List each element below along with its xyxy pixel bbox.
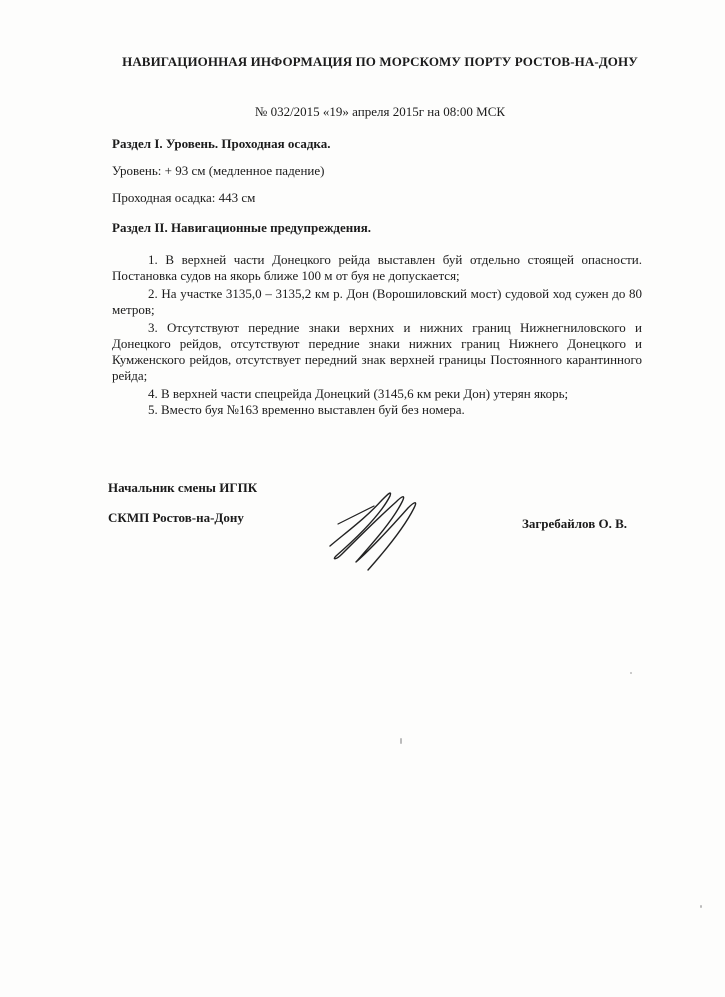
signer-name: Загребайлов О. В.	[522, 516, 628, 531]
warning-item-2: 2. На участке 3135,0 – 3135,2 км р. Дон (Ворошиловский мост) судовой ход сужен до 80 метров;	[112, 286, 642, 317]
scan-speck	[630, 672, 632, 674]
warning-item-4: 4. В верхней части спецрейда Донецкий (3145,6 км реки Дон) утерян якорь;	[148, 386, 569, 401]
warning-item-5: 5. Вместо буя №163 временно выставлен буй без номера.	[148, 402, 465, 417]
signer-position-line-2: СКМП Ростов-на-Дону	[108, 510, 244, 525]
passage-draft: Проходная осадка: 443 см	[112, 190, 256, 205]
section-2-heading: Раздел II. Навигационные предупреждения.	[112, 220, 372, 235]
warning-item-1: 1. В верхней части Донецкого рейда выставлен буй отдельно стоящей опасности. Постановка судов на якорь ближе 100 м от буя не допускается;	[112, 252, 642, 283]
document-title: НАВИГАЦИОННАЯ ИНФОРМАЦИЯ ПО МОРСКОМУ ПОРТУ РОСТОВ-НА-ДОНУ	[122, 54, 638, 69]
scan-speck	[700, 905, 702, 908]
warning-item-3: 3. Отсутствуют передние знаки верхних и нижних границ Нижнегниловского и Донецкого рейдов, отсутствуют передние знаки нижних границ Нижнего Донецкого и Кумженского рейдов, отсутствует передний знак верхней границы Постоянного карантинного рейда;	[112, 320, 642, 383]
section-1-heading: Раздел I. Уровень. Проходная осадка.	[112, 136, 331, 151]
scan-speck	[400, 738, 402, 744]
issue-line: № 032/2015 «19» апреля 2015г на 08:00 МСК	[254, 104, 506, 119]
handwritten-signature	[322, 484, 432, 579]
signer-position-line-1: Начальник смены ИГПК	[108, 480, 258, 495]
water-level: Уровень: + 93 см (медленное падение)	[112, 163, 325, 178]
